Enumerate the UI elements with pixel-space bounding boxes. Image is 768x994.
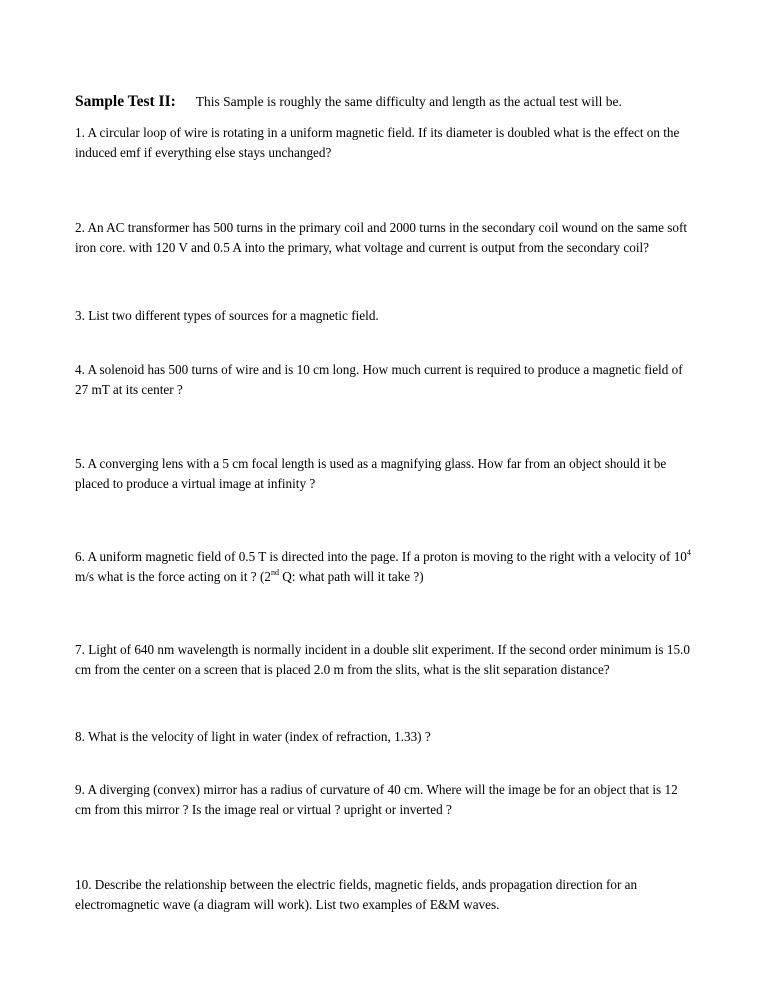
question-6-exponent: 4: [686, 548, 691, 557]
question-4: 4. A solenoid has 500 turns of wire and is 10 cm long. How much current is required to produce a magnetic field of 27 mT at its center ?: [75, 362, 683, 397]
question-7: 7. Light of 640 nm wavelength is normally incident in a double slit experiment. If the second order minimum is 15.0 cm from the center on a screen that is placed 2.0 m from the slits, what is the slit separation distance?: [75, 642, 690, 677]
test-note: This Sample is roughly the same difficulty and length as the actual test will be.: [195, 94, 622, 109]
test-title: Sample Test II:: [75, 93, 176, 110]
question-6-ordinal: nd: [270, 568, 279, 577]
question-9: 9. A diverging (convex) mirror has a radius of curvature of 40 cm. Where will the image be for an object that is 12 cm from this mirror ? Is the image real or virtual ? upright or inverted ?: [75, 782, 678, 817]
question-1: 1. A circular loop of wire is rotating in a uniform magnetic field. If its diameter is doubled what is the effect on the induced emf if everything else stays unchanged?: [75, 125, 680, 160]
question-6-text-c: Q: what path will it take ?): [278, 569, 424, 584]
question-2: 2. An AC transformer has 500 turns in the primary coil and 2000 turns in the secondary coil wound on the same soft iron core. with 120 V and 0.5 A into the primary, what voltage and current is output from the secondary coil?: [75, 220, 688, 255]
question-6-text-a: 6. A uniform magnetic field of 0.5 T is directed into the page. If a proton is moving to the right with a velocity of 10: [75, 549, 687, 564]
test-header: [75, 93, 622, 111]
question-6: [75, 547, 695, 587]
question-6-text-b: m/s what is the force acting on it ? (2: [75, 569, 271, 584]
question-3: 3. List two different types of sources for a magnetic field.: [75, 308, 379, 323]
question-8: 8. What is the velocity of light in water (index of refraction, 1.33) ?: [75, 729, 431, 744]
question-5: 5. A converging lens with a 5 cm focal length is used as a magnifying glass. How far from an object should it be placed to produce a virtual image at infinity ?: [75, 456, 667, 491]
question-10: 10. Describe the relationship between the electric fields, magnetic fields, ands propagation direction for an electromagnetic wave (a diagram will work). List two examples of E&M waves.: [75, 877, 638, 912]
